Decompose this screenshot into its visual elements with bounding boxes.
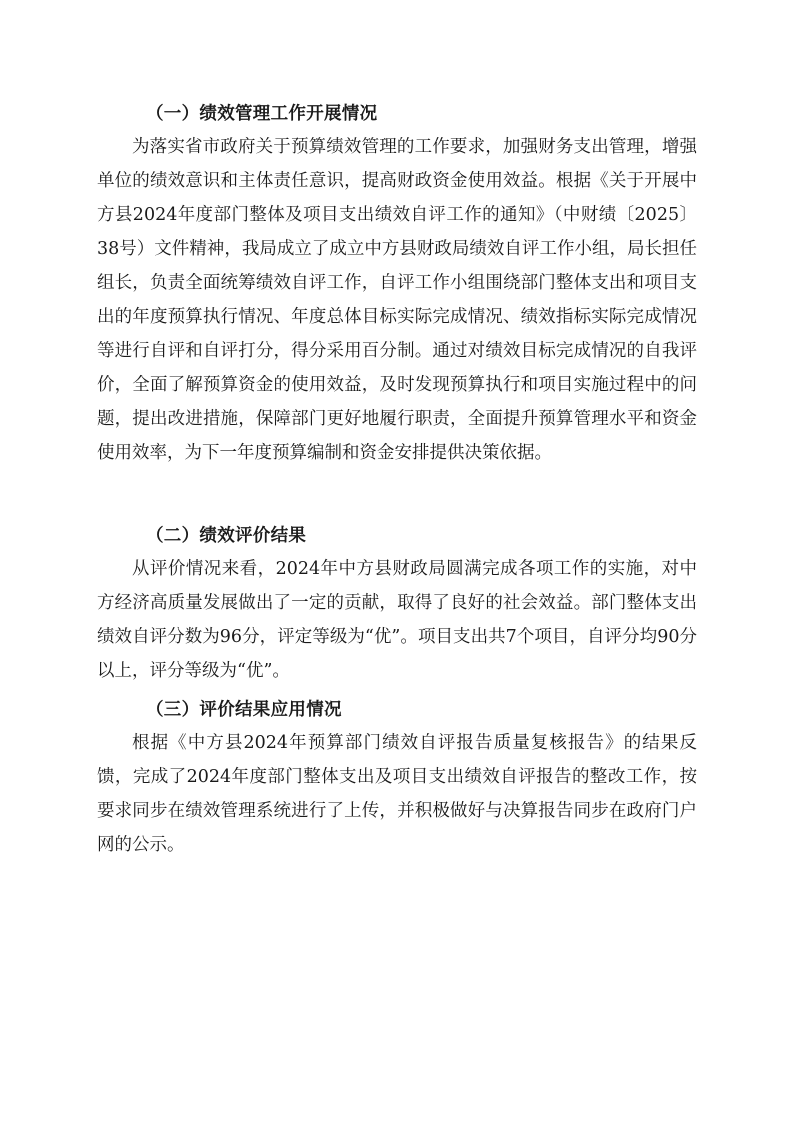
paragraph-evaluation-results: 从评价情况来看，2024年中方县财政局圆满完成各项工作的实施，对中方经济高质量发展做出了一定的贡献，取得了良好的社会效益。部门整体支出绩效自评分数为96分，评定等级为“优”。项目支出共7个项目，自评分均90分以上，评分等级为“优”。: [97, 559, 697, 681]
section-heading-results-application: （三）评价结果应用情况: [146, 700, 342, 720]
paragraph-results-application: 根据《中方县2024年预算部门绩效自评报告质量复核报告》的结果反馈，完成了2024年度部门整体支出及项目支出绩效自评报告的整改工作，按要求同步在绩效管理系统进行了上传，并积极做好与决算报告同步在政府门户网的公示。: [97, 733, 697, 855]
section-heading-performance-management: （一）绩效管理工作开展情况: [146, 104, 378, 124]
section-heading-evaluation-results: （二）绩效评价结果: [146, 526, 307, 546]
paragraph-performance-management: 为落实省市政府关于预算绩效管理的工作要求，加强财务支出管理，增强单位的绩效意识和主体责任意识，提高财政资金使用效益。根据《关于开展中方县2024年度部门整体及项目支出绩效自评工作的通知》（中财绩〔2025〕38号）文件精神，我局成立了成立中方县财政局绩效自评工作小组，局长担任组长，负责全面统筹绩效自评工作，自评工作小组围绕部门整体支出和项目支出的年度预算执行情况、年度总体目标实际完成情况、绩效指标实际完成情况等进行自评和自评打分，得分采用百分制。通过对绩效目标完成情况的自我评价，全面了解预算资金的使用效益，及时发现预算执行和项目实施过程中的问题，提出改进措施，保障部门更好地履行职责，全面提升预算管理水平和资金使用效率，为下一年度预算编制和资金安排提供决策依据。: [97, 137, 697, 463]
